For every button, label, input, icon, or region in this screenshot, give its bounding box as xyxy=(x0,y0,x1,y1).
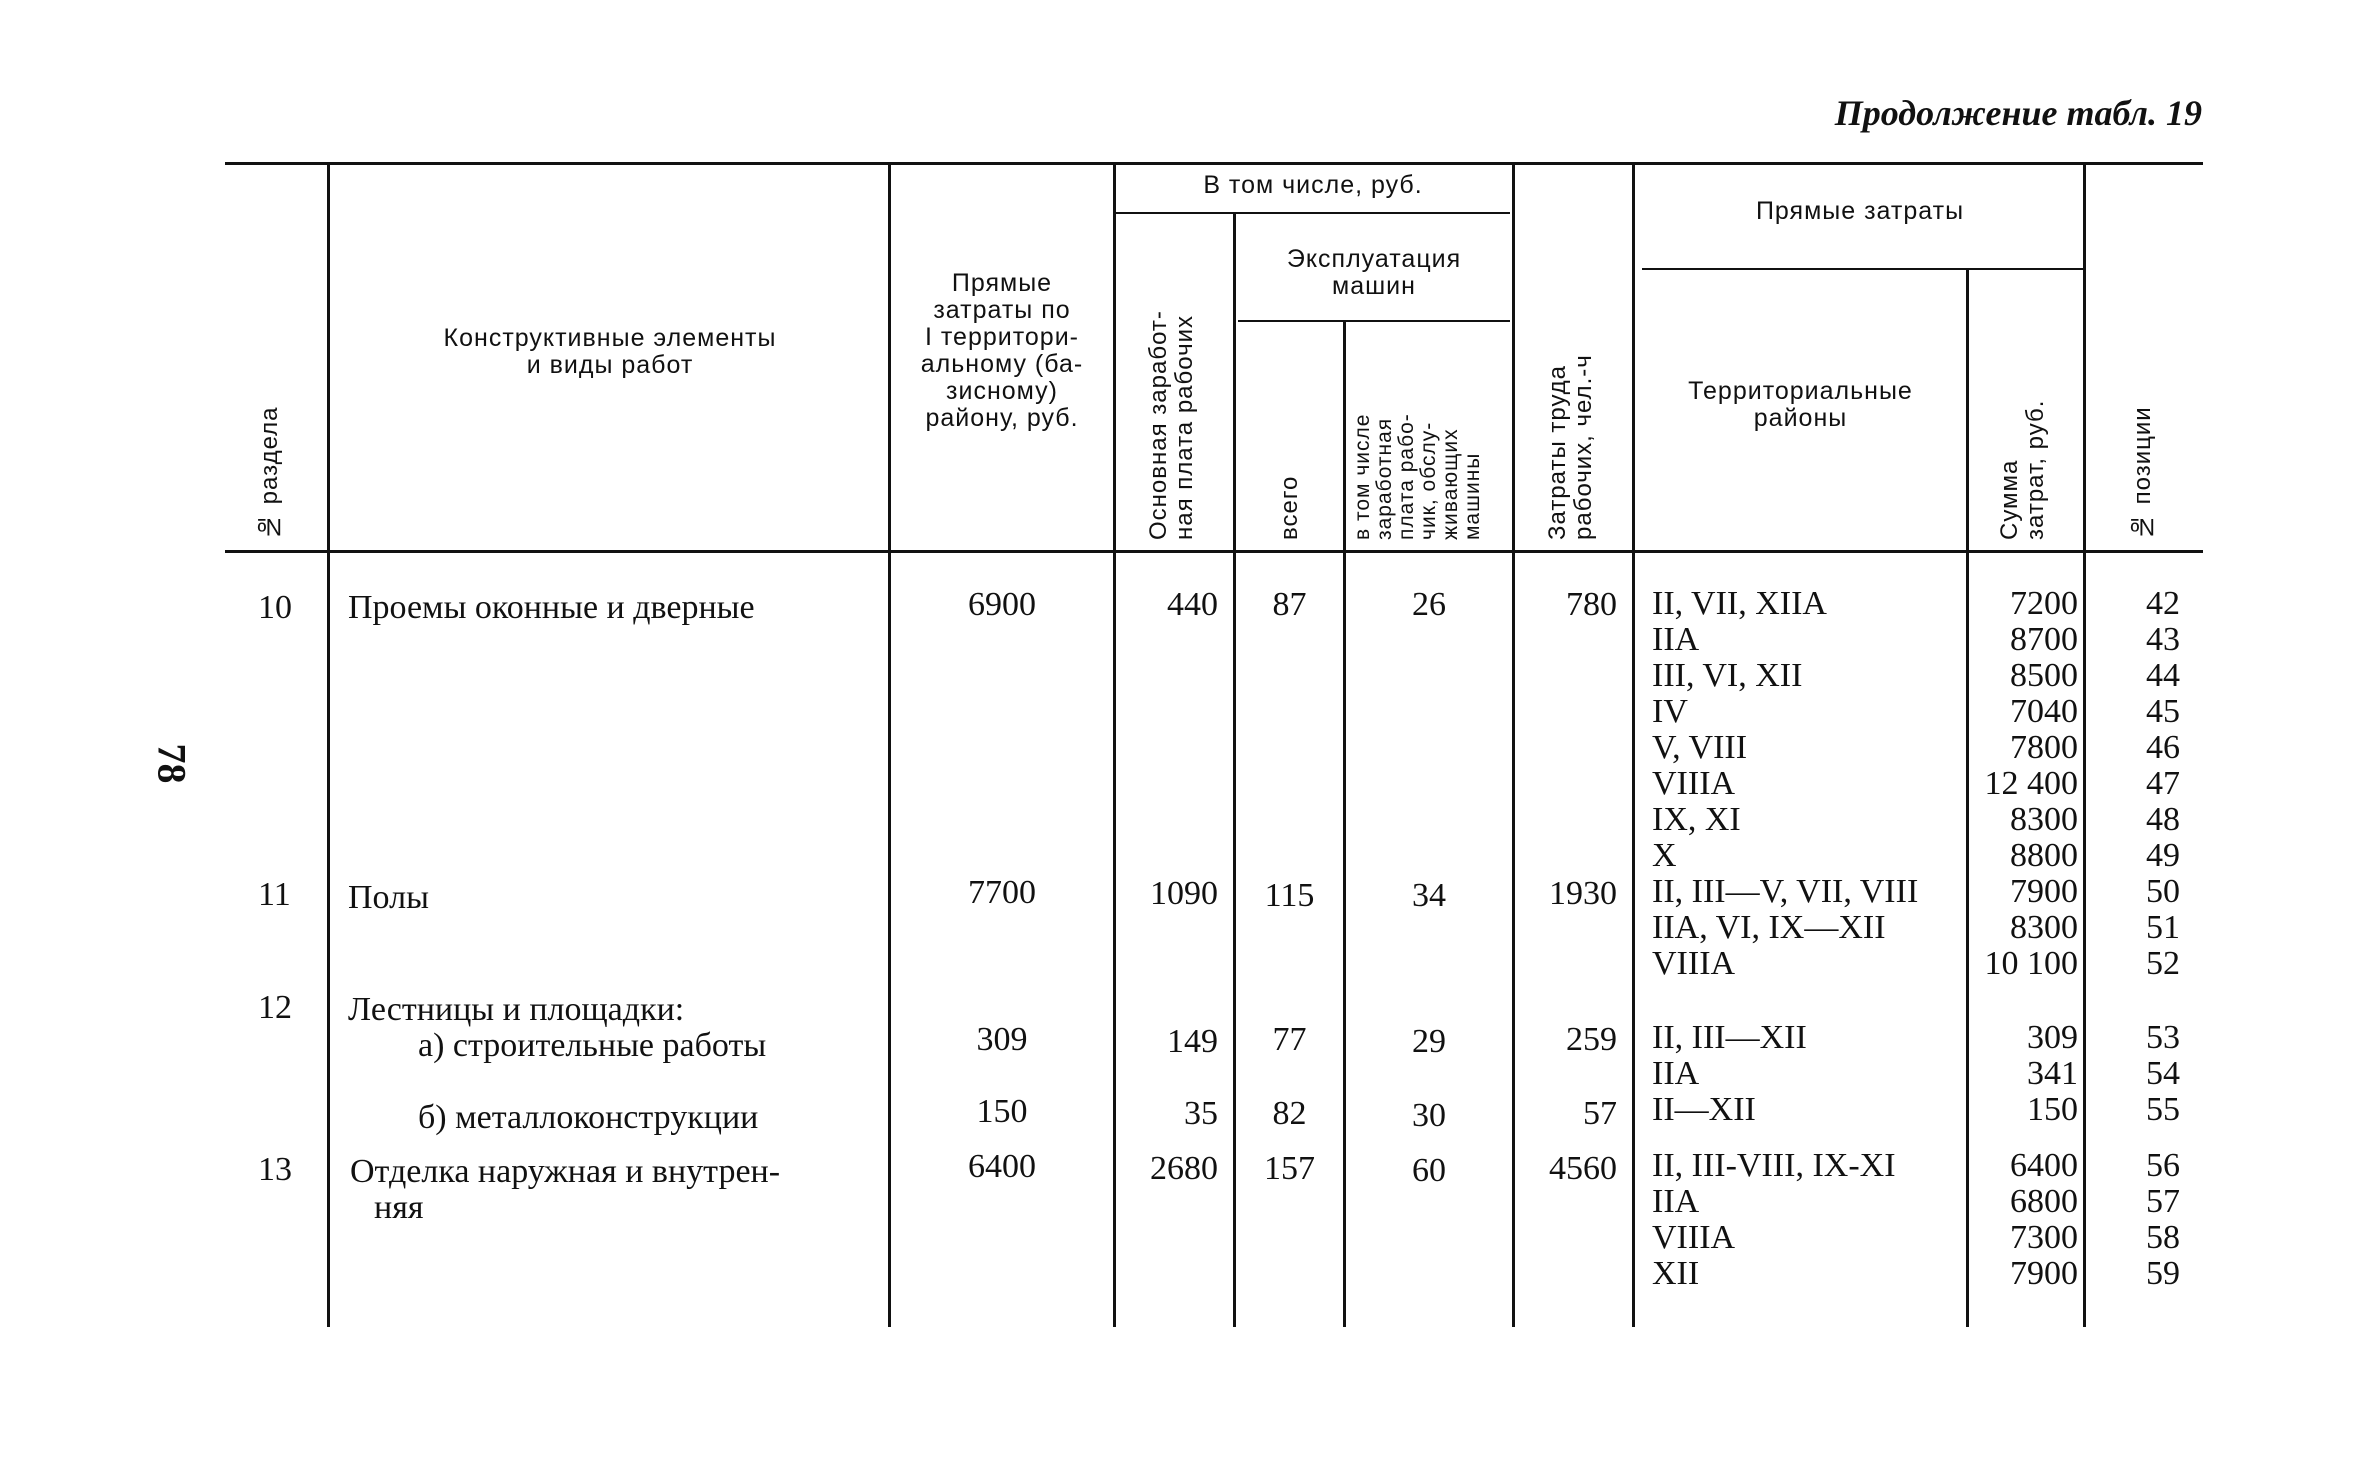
cost-sum: 10 100 xyxy=(1984,945,2078,982)
position: 48 xyxy=(2146,801,2180,838)
header-mach-total: всего xyxy=(1276,475,1303,540)
position: 57 xyxy=(2146,1183,2180,1220)
position: 59 xyxy=(2146,1255,2180,1292)
cost-sum: 150 xyxy=(2027,1091,2078,1128)
table-caption: Продолжение табл. 19 xyxy=(1834,93,2202,133)
cost-sum: 8800 xyxy=(2010,837,2078,874)
header-section-no: № раздела xyxy=(256,406,283,540)
region: VIIIA xyxy=(1652,765,1736,802)
position: 56 xyxy=(2146,1147,2180,1184)
row-11-base: 7700 xyxy=(968,874,1036,911)
region: VIIIA xyxy=(1652,945,1736,982)
cost-sum: 6400 xyxy=(2010,1147,2078,1184)
header-labor: Затраты труда рабочих, чел.-ч xyxy=(1544,354,1597,540)
cost-sum: 8700 xyxy=(2010,621,2078,658)
header-base-wage: Основная заработ- ная плата рабочих xyxy=(1145,310,1198,540)
cost-sum: 309 xyxy=(2027,1019,2078,1056)
row-12b-base: 150 xyxy=(976,1093,1028,1130)
row-13-name: Отделка наружная и внутрен- xyxy=(350,1153,781,1190)
row-12a-positions xyxy=(2090,1020,2180,1092)
position: 46 xyxy=(2146,729,2180,766)
row-12b-name: б) металлоконструкции xyxy=(418,1099,759,1136)
position: 49 xyxy=(2146,837,2180,874)
region: II—XII xyxy=(1652,1091,1756,1128)
header-regions: Территориальные районы xyxy=(1688,377,1913,432)
row-13-wage: 2680 xyxy=(1150,1150,1218,1187)
position: 42 xyxy=(2146,585,2180,622)
cost-sum: 6800 xyxy=(2010,1183,2078,1220)
row-12b-regions xyxy=(1652,1092,1756,1128)
region: II, III—XII xyxy=(1652,1019,1807,1056)
col-rule xyxy=(1632,165,1635,1327)
position: 54 xyxy=(2146,1055,2180,1092)
row-13-labor: 4560 xyxy=(1549,1150,1617,1187)
header-cost-sum: Сумма затрат, руб. xyxy=(1996,399,2049,540)
col-rule xyxy=(1512,165,1515,1327)
cost-sum: 7300 xyxy=(2010,1219,2078,1256)
row-10-labor: 780 xyxy=(1566,586,1617,623)
row-10-section: 10 xyxy=(258,589,292,626)
row-11-mach-total: 115 xyxy=(1264,877,1315,914)
position: 50 xyxy=(2146,873,2180,910)
cost-sum: 8300 xyxy=(2010,909,2078,946)
col-rule xyxy=(1343,322,1346,1327)
header-including: В том числе, руб. xyxy=(1203,171,1423,199)
row-10-sums xyxy=(1970,586,2078,874)
row-13-section: 13 xyxy=(258,1151,292,1188)
row-10-name: Проемы оконные и дверные xyxy=(348,589,755,626)
region: IIA xyxy=(1652,1055,1700,1092)
col-rule xyxy=(1113,165,1116,1327)
region: IIA, VI, IX—XII xyxy=(1652,909,1886,946)
table-top-rule xyxy=(225,162,2203,165)
region: X xyxy=(1652,837,1677,874)
position: 58 xyxy=(2146,1219,2180,1256)
row-12a-labor: 259 xyxy=(1566,1021,1617,1058)
position: 47 xyxy=(2146,765,2180,802)
row-11-labor: 1930 xyxy=(1549,875,1617,912)
header-bottom-rule xyxy=(225,550,2203,553)
col-rule xyxy=(1233,214,1236,1327)
cost-sum: 8500 xyxy=(2010,657,2078,694)
position: 45 xyxy=(2146,693,2180,730)
row-10-wage: 440 xyxy=(1167,586,1218,623)
row-10-mach-total: 87 xyxy=(1272,586,1307,623)
including-rule xyxy=(1113,212,1510,214)
row-12a-mach-wage: 29 xyxy=(1412,1023,1446,1060)
row-13-mach-total: 157 xyxy=(1264,1150,1315,1187)
page-number: 78 xyxy=(149,743,195,784)
region: II, III—V, VII, VIII xyxy=(1652,873,1919,910)
region: III, VI, XII xyxy=(1652,657,1803,694)
row-12a-mach-total: 77 xyxy=(1272,1021,1307,1058)
row-13-name-cont: няя xyxy=(374,1189,424,1226)
row-12a-regions xyxy=(1652,1020,1807,1092)
row-12b-mach-wage: 30 xyxy=(1412,1097,1446,1134)
region: II, III-VIII, IX-XI xyxy=(1652,1147,1896,1184)
region: V, VIII xyxy=(1652,729,1748,766)
position: 52 xyxy=(2146,945,2180,982)
row-11-name: Полы xyxy=(348,879,429,916)
direct-costs-rule xyxy=(1642,268,2085,270)
region: IX, XI xyxy=(1652,801,1741,838)
cost-sum: 341 xyxy=(2027,1055,2078,1092)
row-13-sums xyxy=(1970,1148,2078,1292)
row-10-mach-wage: 26 xyxy=(1412,586,1446,623)
col-rule xyxy=(2083,165,2086,1327)
row-12b-sums xyxy=(1970,1092,2078,1128)
header-mach-wage: в том числе заработная плата рабо- чик, обслу- живающих машины xyxy=(1351,413,1484,540)
region: XII xyxy=(1652,1255,1700,1292)
row-12b-positions xyxy=(2090,1092,2180,1128)
col-rule xyxy=(888,165,891,1327)
row-12-name: Лестницы и площадки: xyxy=(348,991,685,1028)
row-13-regions xyxy=(1652,1148,1896,1292)
row-11-regions xyxy=(1652,874,1918,982)
row-10-regions xyxy=(1652,586,1827,874)
row-11-positions xyxy=(2090,874,2180,982)
row-12b-labor: 57 xyxy=(1583,1095,1617,1132)
row-12a-sums xyxy=(1970,1020,2078,1092)
row-12a-base: 309 xyxy=(976,1021,1028,1058)
row-13-positions xyxy=(2090,1148,2180,1292)
row-13-base: 6400 xyxy=(968,1148,1036,1185)
position: 51 xyxy=(2146,909,2180,946)
header-direct-costs: Прямые затраты xyxy=(1755,197,1965,225)
position: 44 xyxy=(2146,657,2180,694)
header-position-no: № позиции xyxy=(2129,406,2156,540)
position: 53 xyxy=(2146,1019,2180,1056)
row-11-sums xyxy=(1970,874,2078,982)
header-machine-operation: Эксплуатация машин xyxy=(1286,245,1462,300)
row-11-mach-wage: 34 xyxy=(1412,877,1446,914)
cost-sum: 7200 xyxy=(2010,585,2078,622)
row-10-positions xyxy=(2090,586,2180,874)
position: 43 xyxy=(2146,621,2180,658)
machine-rule xyxy=(1238,320,1510,322)
cost-sum: 7800 xyxy=(2010,729,2078,766)
row-11-section: 11 xyxy=(258,876,291,913)
col-rule xyxy=(1966,270,1969,1327)
region: IIA xyxy=(1652,1183,1700,1220)
row-10-base: 6900 xyxy=(968,586,1036,623)
region: IV xyxy=(1652,693,1688,730)
cost-sum: 7900 xyxy=(2010,873,2078,910)
row-12a-name: а) строительные работы xyxy=(418,1027,767,1064)
cost-sum: 12 400 xyxy=(1984,765,2078,802)
header-base-costs: Прямые затраты по I территори- альному (ба- зисному) району, руб. xyxy=(920,269,1084,432)
col-rule xyxy=(327,165,330,1327)
row-13-mach-wage: 60 xyxy=(1412,1152,1446,1189)
header-elements: Конструктивные элементы и виды работ xyxy=(443,324,777,379)
region: IIA xyxy=(1652,621,1700,658)
region: VIIIA xyxy=(1652,1219,1736,1256)
row-11-wage: 1090 xyxy=(1150,875,1218,912)
row-12-section: 12 xyxy=(258,989,292,1026)
row-12b-wage: 35 xyxy=(1184,1095,1218,1132)
cost-sum: 7040 xyxy=(2010,693,2078,730)
row-12a-wage: 149 xyxy=(1167,1023,1218,1060)
row-12b-mach-total: 82 xyxy=(1272,1095,1307,1132)
cost-sum: 8300 xyxy=(2010,801,2078,838)
cost-sum: 7900 xyxy=(2010,1255,2078,1292)
region: II, VII, XIIA xyxy=(1652,585,1827,622)
position: 55 xyxy=(2146,1091,2180,1128)
